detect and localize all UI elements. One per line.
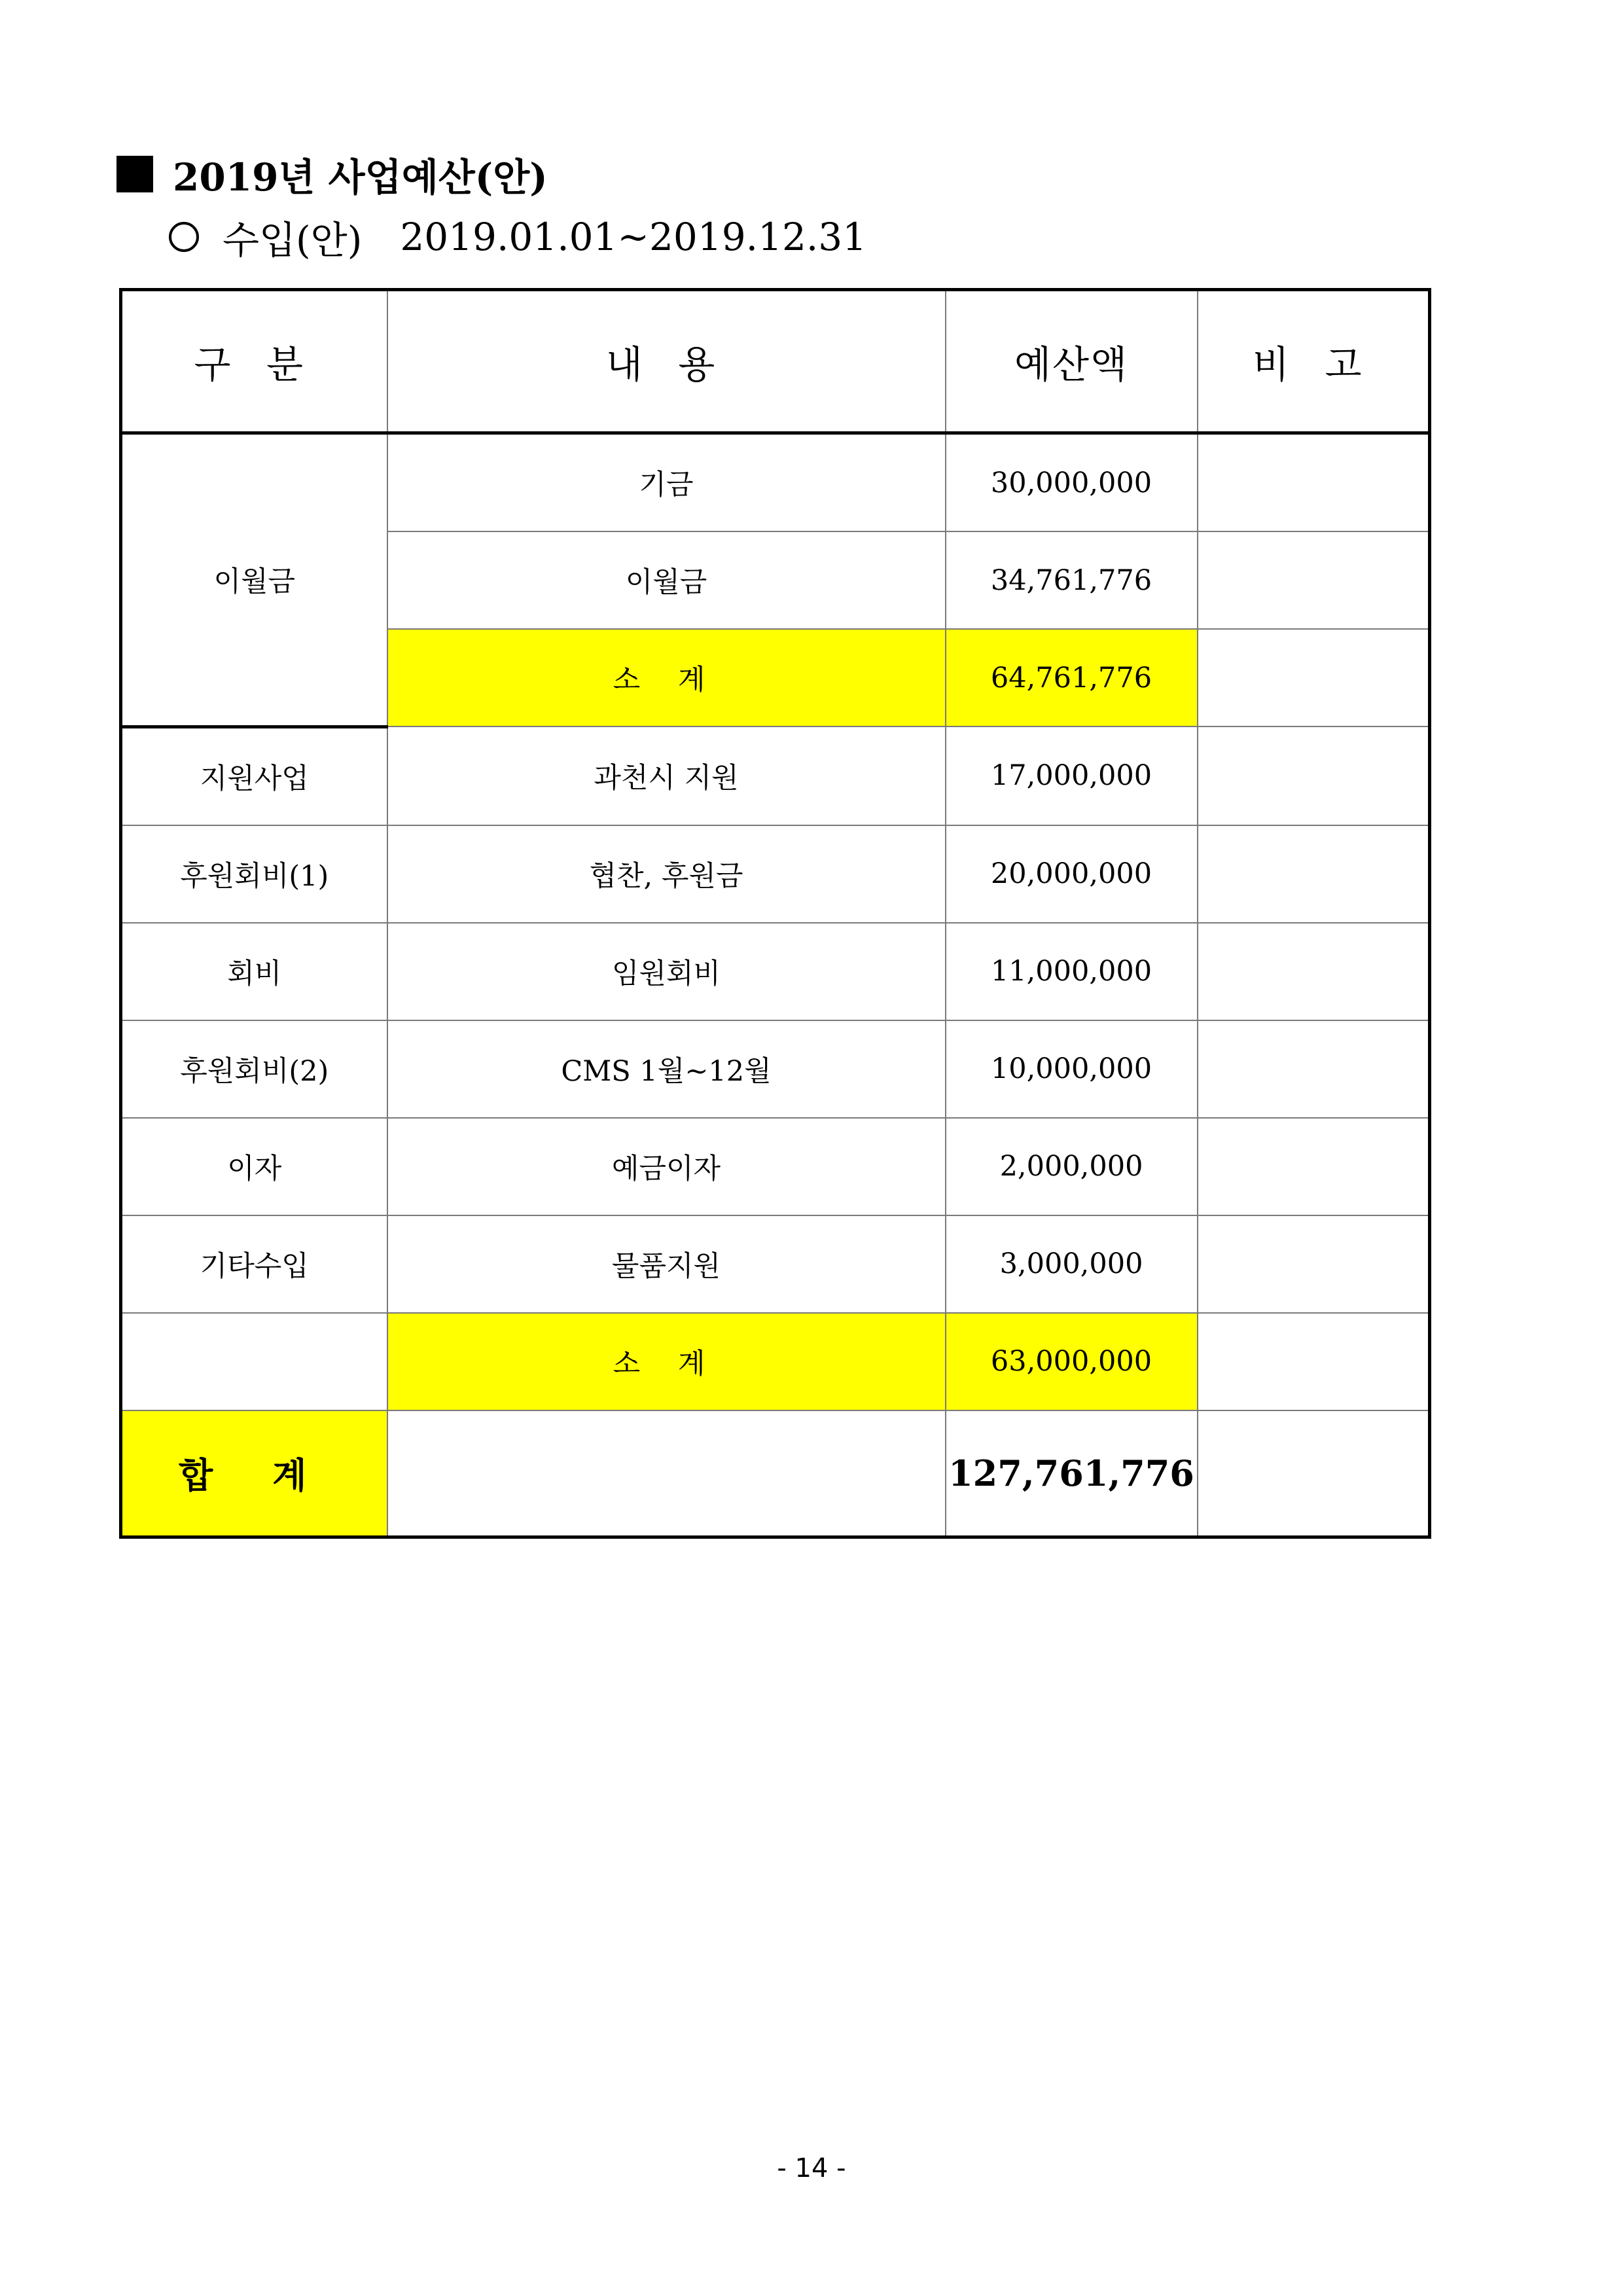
amount-cell: 3,000,000: [946, 1215, 1198, 1313]
category-cell: 이자: [121, 1118, 387, 1215]
note-cell: [1198, 1215, 1430, 1313]
subtotal-label: 소 계: [387, 629, 946, 726]
content-cell: 임원회비: [387, 923, 946, 1020]
amount-cell: 10,000,000: [946, 1020, 1198, 1118]
subtotal-amount: 64,761,776: [946, 629, 1198, 726]
note-cell: [1198, 1313, 1430, 1410]
table-row: [121, 1215, 1430, 1313]
square-bullet-icon: [116, 156, 153, 192]
category-cell-carryover: 이월금: [121, 433, 387, 727]
subtotal-amount: 63,000,000: [946, 1313, 1198, 1410]
subsection-heading: [169, 211, 866, 263]
total-amount: 127,761,776: [946, 1410, 1198, 1537]
category-cell: 후원회비(1): [121, 825, 387, 923]
header-amount: 예산액: [946, 290, 1198, 433]
note-cell: [1198, 726, 1430, 825]
category-cell: 회비: [121, 923, 387, 1020]
note-cell: [1198, 1118, 1430, 1215]
page-number: - 14 -: [777, 2153, 846, 2183]
table-row: [121, 1118, 1430, 1215]
content-cell: 협찬, 후원금: [387, 825, 946, 923]
table-row: [121, 923, 1430, 1020]
budget-period: 2019.01.01~2019.12.31: [400, 215, 867, 259]
section-heading: [116, 148, 548, 200]
content-cell: 이월금: [387, 531, 946, 629]
subsection-label: 수입(안): [223, 218, 363, 262]
content-cell: 과천시 지원: [387, 726, 946, 825]
amount-cell: 17,000,000: [946, 726, 1198, 825]
note-cell: [1198, 629, 1430, 726]
category-cell: 기타수입: [121, 1215, 387, 1313]
category-cell: [121, 1313, 387, 1410]
amount-cell: 30,000,000: [946, 433, 1198, 532]
note-cell: [1198, 433, 1430, 532]
content-cell: 기금: [387, 433, 946, 532]
section-title: 2019년 사업예산(안): [173, 155, 548, 200]
note-cell: [1198, 1020, 1430, 1118]
table-row: [121, 1020, 1430, 1118]
content-cell: 물품지원: [387, 1215, 946, 1313]
header-category: 구 분: [121, 290, 387, 433]
amount-cell: 11,000,000: [946, 923, 1198, 1020]
amount-cell: 20,000,000: [946, 825, 1198, 923]
category-cell: 지원사업: [121, 726, 387, 825]
note-cell: [1198, 531, 1430, 629]
category-cell: 후원회비(2): [121, 1020, 387, 1118]
total-label: 합 계: [121, 1410, 387, 1537]
header-note: 비 고: [1198, 290, 1430, 433]
table-header-row: [121, 290, 1430, 433]
total-note: [1198, 1410, 1430, 1537]
total-content: [387, 1410, 946, 1537]
content-cell: 예금이자: [387, 1118, 946, 1215]
table-row: [121, 433, 1430, 532]
note-cell: [1198, 825, 1430, 923]
subtotal-row: [121, 1313, 1430, 1410]
total-row: [121, 1410, 1430, 1537]
content-cell: CMS 1월~12월: [387, 1020, 946, 1118]
amount-cell: 2,000,000: [946, 1118, 1198, 1215]
subtotal-label: 소 계: [387, 1313, 946, 1410]
table-row: [121, 825, 1430, 923]
circle-bullet-icon: [169, 222, 199, 252]
income-budget-table: [119, 288, 1431, 1539]
note-cell: [1198, 923, 1430, 1020]
header-content: 내 용: [387, 290, 946, 433]
table-row: [121, 726, 1430, 825]
amount-cell: 34,761,776: [946, 531, 1198, 629]
